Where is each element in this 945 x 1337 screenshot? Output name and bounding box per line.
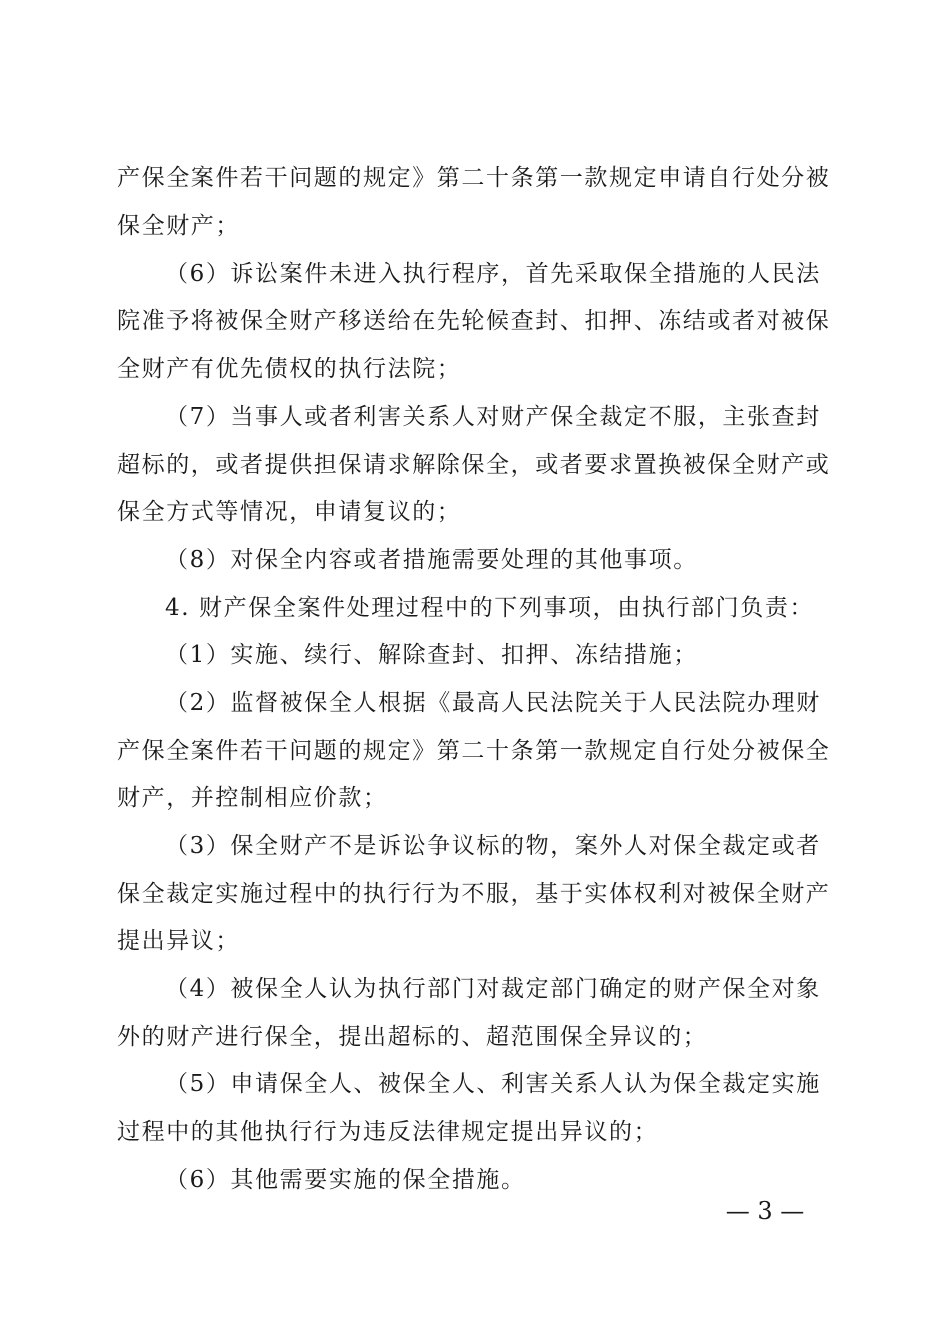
text-line: （8）对保全内容或者措施需要处理的其他事项。 [165, 547, 698, 573]
text-line: 产保全案件若干问题的规定》第二十条第一款规定申请自行处分被 [117, 165, 831, 191]
text-line: （3）保全财产不是诉讼争议标的物，案外人对保全裁定或者 [165, 833, 821, 859]
text-line: 保全财产； [117, 213, 240, 239]
text-line: （5）申请保全人、被保全人、利害关系人认为保全裁定实施 [165, 1071, 821, 1097]
text-line: 提出异议； [117, 928, 240, 954]
text-line: （7）当事人或者利害关系人对财产保全裁定不服，主张查封 [165, 404, 821, 430]
text-line: 院准予将被保全财产移送给在先轮候查封、扣押、冻结或者对被保 [117, 308, 831, 334]
text-line: 保全裁定实施过程中的执行行为不服，基于实体权利对被保全财产 [117, 881, 831, 907]
page-number: — 3 — [725, 1197, 805, 1225]
text-line: 过程中的其他执行行为违反法律规定提出异议的； [117, 1119, 659, 1145]
text-line: 4. 财产保全案件处理过程中的下列事项，由执行部门负责： [165, 595, 815, 621]
text-line: （1）实施、续行、解除查封、扣押、冻结措施； [165, 642, 698, 668]
text-line: （2）监督被保全人根据《最高人民法院关于人民法院办理财 [165, 690, 821, 716]
text-line: 保全方式等情况，申请复议的； [117, 499, 462, 525]
text-line: 产保全案件若干问题的规定》第二十条第一款规定自行处分被保全 [117, 738, 831, 764]
text-line: （4）被保全人认为执行部门对裁定部门确定的财产保全对象 [165, 976, 821, 1002]
text-line: 外的财产进行保全，提出超标的、超范围保全异议的； [117, 1024, 708, 1050]
text-line: （6）诉讼案件未进入执行程序，首先采取保全措施的人民法 [165, 261, 821, 287]
text-line: 超标的，或者提供担保请求解除保全，或者要求置换被保全财产或 [117, 452, 831, 478]
text-line: 财产，并控制相应价款； [117, 785, 388, 811]
text-line: 全财产有优先债权的执行法院； [117, 356, 462, 382]
text-line: （6）其他需要实施的保全措施。 [165, 1167, 526, 1193]
